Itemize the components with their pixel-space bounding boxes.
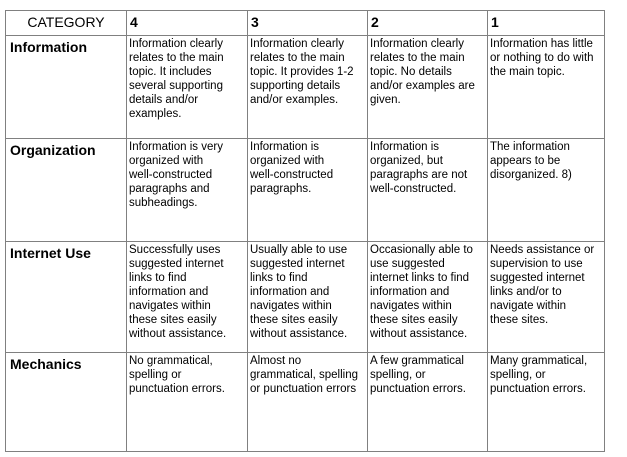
cell-internet-use-3: Usually able to use suggested internet links to find information and navigates within these sites easily without assistance. [248,242,368,353]
row-internet-use [6,242,605,353]
row-organization [6,139,605,242]
row-information [6,36,605,139]
cell-organization-2: Information is organized, but paragraphs are not well-constructed. [368,139,488,242]
cell-mechanics-3: Almost no grammatical, spelling or punctuation errors [248,353,368,452]
category-information: Information [6,36,127,139]
cell-mechanics-1: Many grammatical, spelling, or punctuation errors. [488,353,605,452]
cell-information-4: Information clearly relates to the main topic. It includes several supporting details and/or examples. [127,36,248,139]
header-score-2: 2 [368,11,488,36]
category-mechanics: Mechanics [6,353,127,452]
cell-organization-1: The information appears to be disorganized. 8) [488,139,605,242]
cell-mechanics-4: No grammatical, spelling or punctuation errors. [127,353,248,452]
header-category: CATEGORY [6,11,127,36]
cell-internet-use-1: Needs assistance or supervision to use suggested internet links and/or to navigate within these sites. [488,242,605,353]
cell-organization-4: Information is very organized with well-constructed paragraphs and subheadings. [127,139,248,242]
cell-information-3: Information clearly relates to the main topic. It provides 1-2 supporting details and/or examples. [248,36,368,139]
category-organization: Organization [6,139,127,242]
cell-internet-use-4: Successfully uses suggested internet links to find information and navigates within these sites easily without assistance. [127,242,248,353]
cell-information-2: Information clearly relates to the main topic. No details and/or examples are given. [368,36,488,139]
cell-mechanics-2: A few grammatical spelling, or punctuation errors. [368,353,488,452]
row-mechanics [6,353,605,452]
cell-information-1: Information has little or nothing to do with the main topic. [488,36,605,139]
cell-organization-3: Information is organized with well-constructed paragraphs. [248,139,368,242]
category-internet-use: Internet Use [6,242,127,353]
header-score-1: 1 [488,11,605,36]
header-score-4: 4 [127,11,248,36]
header-score-3: 3 [248,11,368,36]
header-row [6,11,605,36]
cell-internet-use-2: Occasionally able to use suggested internet links to find information and navigates within these sites easily without assistance. [368,242,488,353]
rubric-table [5,10,605,452]
